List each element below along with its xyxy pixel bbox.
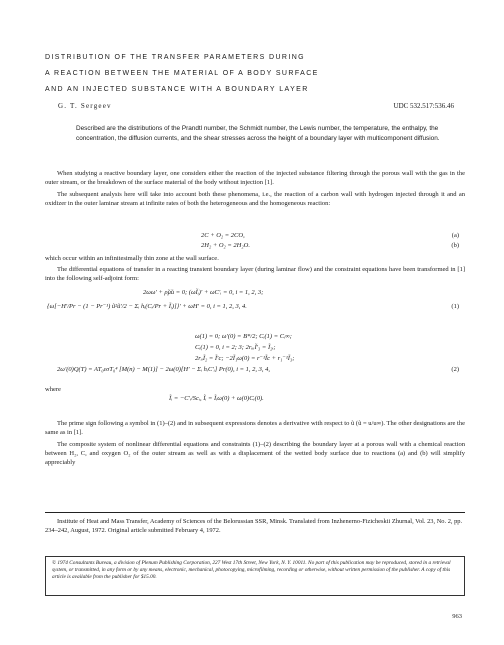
author-name: G. T. Sergeev (58, 102, 112, 110)
abstract: Described are the distributions of the Prandtl number, the Schmidt number, the Lewis number, the temperature, the enthalpy, the concentration, the diffusion currents, and the shear stresses across the height of a boundary layer with multicomponent diffusion. (76, 125, 440, 142)
paragraph-notation: The prime sign following a symbol in (1)–(2) and in subsequent expressions denotes a derivative with respect to ũ (ũ = u/u∞). The other designations are the same as in [1]. (45, 420, 465, 436)
paragraph-composite-system: The composite system of nonlinear differential equations and constraints (1)–(2) describing the boundary layer at a porous wall with a chemical reaction between H₂, C, and oxygen O₂ of the outer stream as well as with a displacement of the wetted body surface due to reactions (a) and (b) will simplify appreciably (45, 440, 465, 466)
title-line-3: AND AN INJECTED SUBSTANCE WITH A BOUNDARY LAYER (45, 86, 309, 93)
equation-b: 2H₂ + O₂ = 2H₂O. (201, 242, 250, 249)
paragraph-analysis: The subsequent analysis here will take into account both these phenomena, i.e., the reaction of a carbon wall with hydrogen injected through it and an oxidizer in the outer laminar stream at infinite rates of both the heterogeneous and the homogeneous reaction: (45, 190, 465, 207)
equation-2-line-3: 2rᵢᵢĨ₂ = Ĩ′c; −2Ĩ₁ω(0) = r⁻¹Ĩc + r₁⁻¹Ĩ₃; (195, 355, 295, 362)
equation-system-2 (45, 333, 465, 378)
copyright-text: © 1974 Consultants Bureau, a division of Plenum Publishing Corporation, 227 West 17th Street, New York, N. Y. 10011. No part of this publication may be reproduced, stored in a retrieval system, or transmitted, in any form or by any means, electronic, mechanical, photocopying, microfilming, recording or otherwise, without written permission of the publisher. A copy of this article is available from the publisher for $15.00. (52, 560, 451, 581)
copyright-notice (45, 556, 465, 596)
paragraph-intro: When studying a reactive boundary layer, one considers either the reaction of the injected substance filtering through the porous wall with the gas in the outer stream, or the breakdown of the surface material of the body without injection [1]. (45, 170, 465, 186)
udc-code: UDC 532.517:536.46 (393, 102, 454, 110)
body-text-top (45, 170, 465, 209)
article-title (45, 50, 465, 98)
equation-1-line-2: {ω[−H′/Pr − (1 − Pr⁻¹) ũ²ũ′/2 − Σᵢ hᵢ(Cᵢ/Pr + Ĩᵢ)]}′ + ωH′ = 0, i = 1, 2, 3, 4. (47, 303, 247, 310)
equation-system-1 (45, 289, 465, 317)
reaction-equations (45, 232, 465, 252)
equation-2-label: (2) (451, 366, 459, 373)
equation-a-label: (a) (451, 232, 459, 239)
equation-b-label: (b) (451, 242, 459, 249)
where-clause (45, 386, 465, 409)
page-number: 963 (452, 613, 462, 620)
byline (58, 102, 454, 112)
equation-2-line-1: ω(1) = 0; ω′(0) = B*/2; Cᵢ(1) = Cᵢ∞; (195, 333, 292, 340)
footnote-rule (45, 512, 465, 513)
equation-1-line-1: 2ωω′ + ρ̃μ̃u = 0; (ωĨᵢ)′ + ωC′ᵢ = 0, i = 1, 2, 3; (143, 289, 264, 296)
title-line-2: A REACTION BETWEEN THE MATERIAL OF A BODY SURFACE (45, 70, 319, 77)
paragraph-zone: which occur within an infinitesimally thin zone at the wall surface. (45, 255, 219, 262)
body-text-bottom (45, 420, 465, 468)
equation-1-label: (1) (451, 303, 459, 310)
equation-3: Ĩᵢ = −C′ᵢ/Scᵢ, Ĩᵢ = Ĩᵢω(0) + ω(0)Cᵢ(0). (169, 394, 264, 402)
title-line-1: DISTRIBUTION OF THE TRANSFER PARAMETERS DURING (45, 54, 306, 61)
equation-2-line-4: 2ω′(0)Q(T) = AT₀εσT₀⁴ [M(n) − M(1)] − 2ω(0)[H′ − Σᵢ hᵢC′ᵢ] Pr(0), i = 1, 2, 3, 4, (57, 366, 271, 373)
where-label: where (45, 386, 61, 393)
paragraph-transfer: The differential equations of transfer in a reacting transient boundary layer (during laminar flow) and the constraint equations have been transformed in [1] into the following self-adjoint form: (45, 265, 465, 282)
affiliation-text: Institute of Heat and Mass Transfer, Academy of Sciences of the Belorussian SSR, Minsk. Translated from Inzhenerno-Fizicheskii Zhurnal, Vol. 23, No. 2, pp. 234–242, August, 1972. Original article submitted February 4, 1972. (45, 518, 463, 534)
equation-a: 2C + O₂ = 2CO, (201, 232, 245, 239)
body-text-middle (45, 255, 465, 284)
affiliation-footnote (45, 517, 465, 535)
equation-2-line-2: Cᵢ(1) = 0, i = 2; 3; 2rᵢᵢᵢĨ′₃ = Ĩ₂ᵢ; (195, 344, 276, 351)
